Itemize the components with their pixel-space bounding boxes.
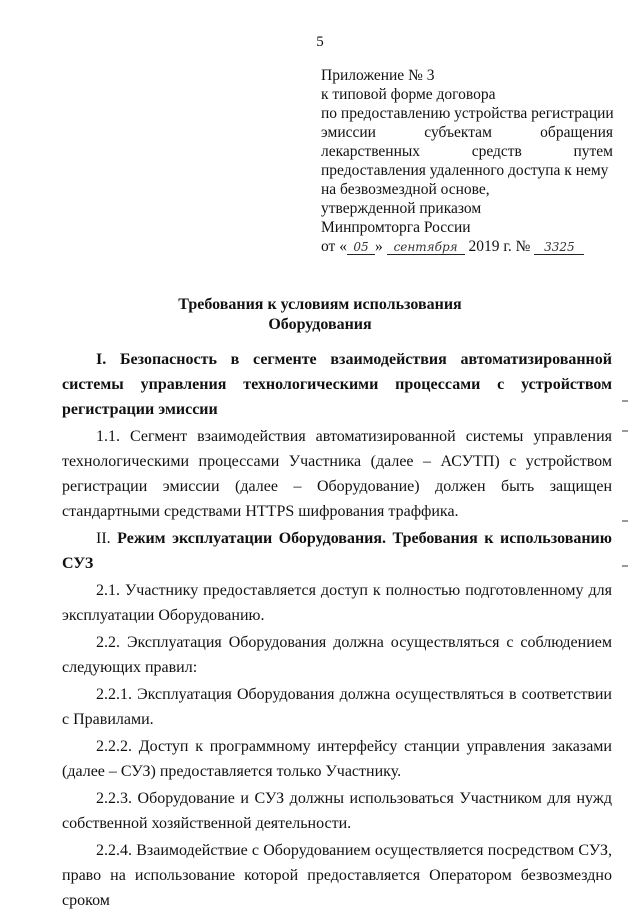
appendix-line: на безвозмездной основе, (321, 181, 490, 198)
section-2-heading (62, 526, 612, 576)
margin-mark (622, 520, 628, 522)
page-number: 5 (316, 34, 324, 50)
appendix-line: по предоставлению устройства регистрации (321, 105, 614, 122)
margin-mark (622, 430, 628, 432)
section-2-title: Режим эксплуатации Оборудования. Требования к использованию СУЗ (62, 530, 612, 572)
margin-mark (622, 400, 628, 402)
date-prefix: от « (321, 238, 347, 255)
title-line-2: Оборудования (268, 316, 372, 333)
title-line-1: Требования к условиям использования (178, 296, 462, 313)
date-mid: » (374, 238, 383, 255)
appendix-line: предоставления удаленного доступа к нему (321, 162, 609, 179)
appendix-header (321, 66, 613, 256)
date-year: 2019 г. № (468, 238, 531, 255)
paragraph-2-2-3: 2.2.3. Оборудование и СУЗ должны использоваться Участником для нужд собственной хозяйственной деятельности. (62, 790, 612, 832)
date-month: сентября (387, 240, 465, 255)
appendix-line: эмиссии субъектам обращения (321, 124, 613, 141)
appendix-line: Минпромторга России (321, 219, 471, 236)
section-2-number: II. (96, 530, 111, 547)
date-day: 05 (347, 240, 375, 255)
section-1-heading: I. Безопасность в сегменте взаимодействия автоматизированной системы управления технологическими процессами с устройством регистрации эмиссии (62, 351, 612, 418)
appendix-line: лекарственных средств путем (321, 143, 613, 160)
document-body (62, 347, 612, 915)
order-number: 3325 (534, 240, 584, 255)
appendix-line: утвержденной приказом (321, 200, 482, 217)
document-title (0, 295, 640, 335)
paragraph-2-2-1: 2.2.1. Эксплуатация Оборудования должна осуществляться в соответствии с Правилами. (62, 686, 612, 728)
paragraph-2-1: 2.1. Участнику предоставляется доступ к полностью подготовленному для эксплуатации Оборудованию. (62, 582, 612, 624)
paragraph-1-1: 1.1. Сегмент взаимодействия автоматизированной системы управления технологическими процессами Участника (далее – АСУТП) с устройством регистрации эмиссии (далее – Оборудование) должен быть защищен стандартными средствами HTTPS шифрования траффика. (62, 428, 612, 520)
appendix-line: к типовой форме договора (321, 86, 496, 103)
appendix-date-line (321, 237, 613, 256)
paragraph-2-2: 2.2. Эксплуатация Оборудования должна осуществляться с соблюдением следующих правил: (62, 634, 612, 676)
appendix-line: Приложение № 3 (321, 67, 435, 84)
margin-mark (622, 565, 628, 567)
paragraph-2-2-2: 2.2.2. Доступ к программному интерфейсу станции управления заказами (далее – СУЗ) предоставляется только Участнику. (62, 738, 612, 780)
paragraph-2-2-4: 2.2.4. Взаимодействие с Оборудованием осуществляется посредством СУЗ, право на использование которой предоставляется Оператором безвозмездно сроком (62, 842, 612, 909)
